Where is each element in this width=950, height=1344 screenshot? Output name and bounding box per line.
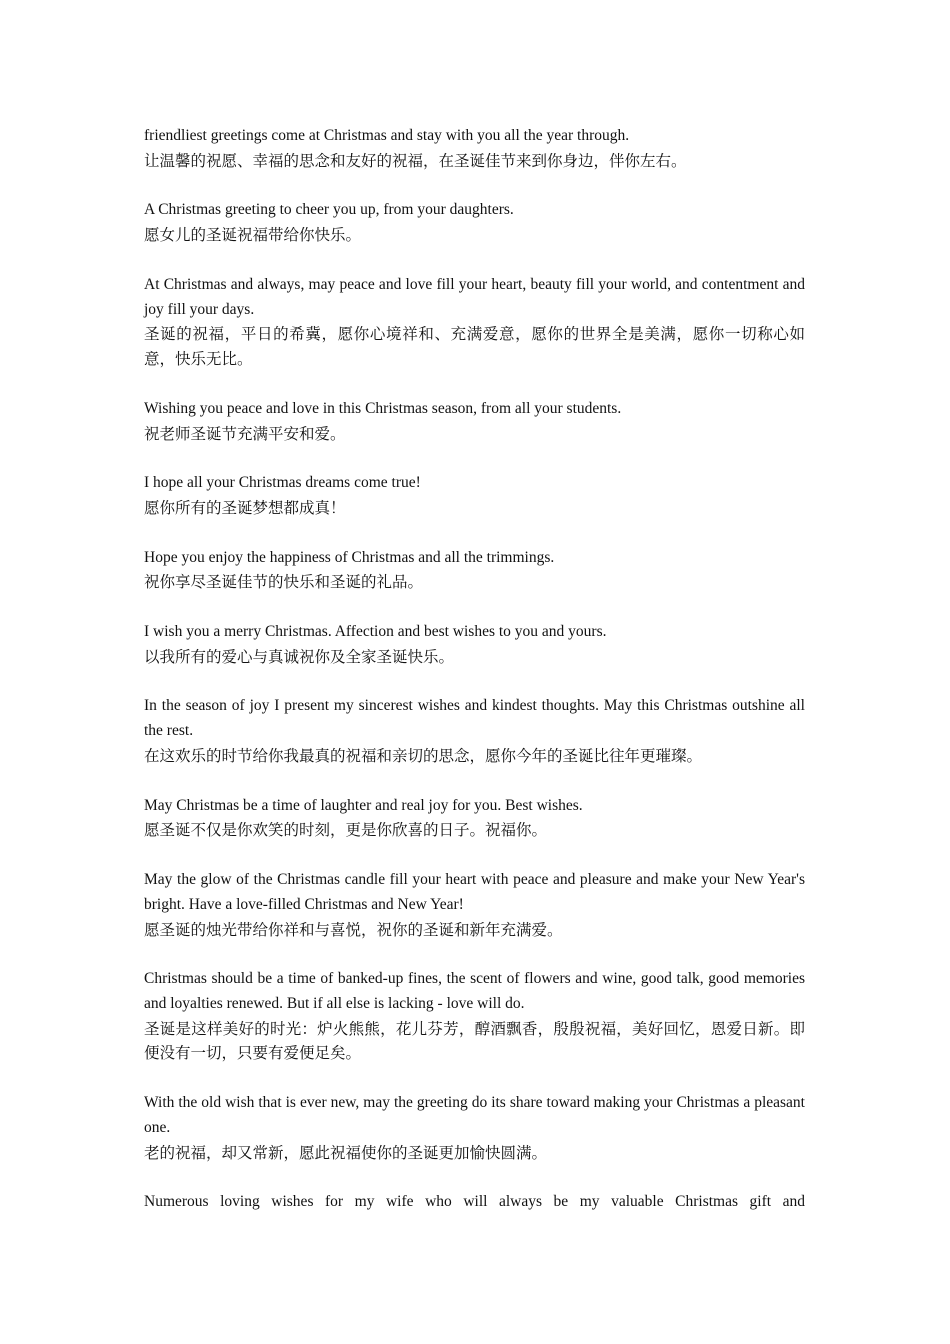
english-text: Wishing you peace and love in this Christmas season, from all your students. [144,399,622,417]
greeting-entry [144,546,805,596]
greeting-entry [144,1091,805,1165]
greeting-entry [144,471,805,521]
chinese-text: 愿圣诞不仅是你欢笑的时刻，更是你欣喜的日子。祝福你。 [144,821,548,840]
chinese-text: 在这欢乐的时节给你我最真的祝福和亲切的思念，愿你今年的圣诞比往年更璀璨。 [144,746,703,765]
greeting-entry [144,794,805,844]
english-text: friendliest greetings come at Christmas and stay with you all the year through. [144,127,630,144]
greeting-entry [144,198,805,248]
chinese-text: 圣诞的祝福，平日的希冀，愿你心境祥和、充满爱意，愿你的世界全是美满，愿你一切称心如意，快乐无比。 [144,325,805,369]
english-text: May Christmas be a time of laughter and real joy for you. Best wishes. [144,796,583,814]
chinese-text: 以我所有的爱心与真诚祝你及全家圣诞快乐。 [144,647,455,666]
document-page [144,124,805,1240]
greeting-entry [144,694,805,768]
greeting-entry [144,124,805,174]
english-text: In the season of joy I present my sincerest wishes and kindest thoughts. May this Christmas outshine all the rest. [144,697,805,740]
english-text: Numerous loving wishes for my wife who will always be my valuable Christmas gift and [144,1193,805,1211]
chinese-text: 愿女儿的圣诞祝福带给你快乐。 [144,226,362,245]
greeting-entry [144,620,805,670]
english-text: I wish you a merry Christmas. Affection and best wishes to you and yours. [144,622,607,640]
chinese-text: 圣诞是这样美好的时光：炉火熊熊，花儿芬芳，醇酒飘香，殷殷祝福，美好回忆，恩爱日新。即便没有一切，只要有爱便足矣。 [144,1019,805,1063]
english-text: I hope all your Christmas dreams come true! [144,474,421,492]
greeting-entry [144,273,805,372]
chinese-text: 愿你所有的圣诞梦想都成真！ [144,498,346,517]
chinese-text: 老的祝福，却又常新，愿此祝福使你的圣诞更加愉快圆满。 [144,1143,548,1162]
english-text: With the old wish that is ever new, may the greeting do its share toward making your Christmas a pleasant one. [144,1094,805,1136]
english-text: Hope you enjoy the happiness of Christmas and all the trimmings. [144,548,555,566]
chinese-text: 祝老师圣诞节充满平安和爱。 [144,424,346,443]
english-text: A Christmas greeting to cheer you up, from your daughters. [144,201,514,219]
english-text: Christmas should be a time of banked-up fines, the scent of flowers and wine, good talk, good memories and loyalties renewed. But if all else is lacking - love will do. [144,970,805,1012]
greeting-entry [144,967,805,1066]
english-text: At Christmas and always, may peace and love fill your heart, beauty fill your world, and contentment and joy fill your days. [144,275,805,318]
greeting-entry [144,397,805,447]
greeting-entry [144,868,805,942]
chinese-text: 让温馨的祝愿、幸福的思念和友好的祝福，在圣诞佳节来到你身边，伴你左右。 [144,151,687,170]
english-text: May the glow of the Christmas candle fill your heart with peace and pleasure and make your New Year's bright. Have a love-filled Christmas and New Year! [144,870,805,913]
chinese-text: 祝你享尽圣诞佳节的快乐和圣诞的礼品。 [144,573,424,592]
greeting-entry-partial [144,1190,805,1215]
chinese-text: 愿圣诞的烛光带给你祥和与喜悦，祝你的圣诞和新年充满爱。 [144,920,563,939]
